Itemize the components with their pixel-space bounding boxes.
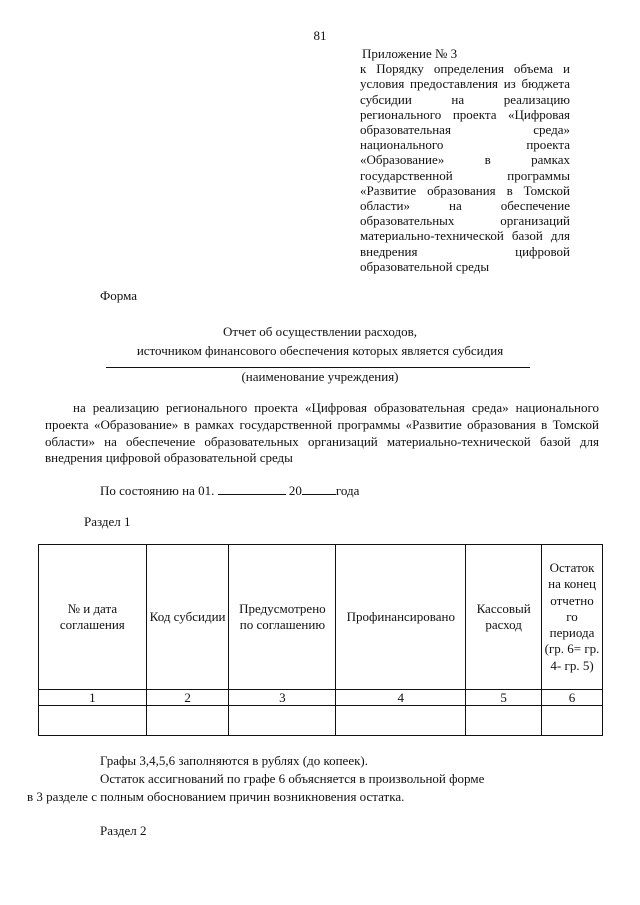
as-of-date xyxy=(100,482,359,499)
column-number: 4 xyxy=(336,690,466,706)
section1-label: Раздел 1 xyxy=(84,514,131,529)
column-number: 2 xyxy=(146,690,229,706)
note-line1: Графы 3,4,5,6 заполняются в рублях (до копеек). xyxy=(100,753,368,768)
table-cell[interactable] xyxy=(336,706,466,736)
column-number: 3 xyxy=(229,690,336,706)
year-prefix: 20 xyxy=(288,483,302,498)
header-planned: Предусмотрено по соглашению xyxy=(229,545,336,690)
header-subsidy-code: Код субсидии xyxy=(146,545,229,690)
as-of-suffix: года xyxy=(335,483,360,498)
form-label: Форма xyxy=(100,288,137,303)
table-row xyxy=(39,706,603,736)
table-number-row xyxy=(39,690,603,706)
appendix-block xyxy=(360,46,570,274)
table-header-row xyxy=(39,545,603,690)
column-number: 6 xyxy=(542,690,603,706)
header-cash-expense: Кассовый расход xyxy=(466,545,542,690)
note-line2: Остаток ассигнований по графе 6 объясняется в произвольной форме xyxy=(100,771,485,786)
section2-label: Раздел 2 xyxy=(100,823,147,838)
report-title-line1: Отчет об осуществлении расходов, xyxy=(223,324,417,339)
table-cell[interactable] xyxy=(146,706,229,736)
appendix-title: Приложение № 3 xyxy=(362,46,458,61)
day-month-blank xyxy=(218,482,286,495)
table-cell[interactable] xyxy=(39,706,147,736)
header-agreement: № и дата соглашения xyxy=(39,545,147,690)
year-blank xyxy=(302,482,336,495)
as-of-prefix: По состоянию на 01. xyxy=(100,483,215,498)
column-number: 1 xyxy=(39,690,147,706)
table-cell[interactable] xyxy=(229,706,336,736)
column-number: 5 xyxy=(466,690,542,706)
table-cell[interactable] xyxy=(466,706,542,736)
page-number: 81 xyxy=(313,28,327,43)
report-title xyxy=(0,322,640,360)
appendix-text: к Порядку определения объема и условия предоставления из бюджета субсидии на реализацию регионального проекта «Цифровая образовательная среда» национального проекта «Образование» в рамках государственной программы «Развитие образования в Томской области» на обеспечение образовательных организаций материально-технической базой для внедрения цифровой образовательной среды xyxy=(360,61,570,274)
institution-hint: (наименование учреждения) xyxy=(241,369,399,384)
purpose-paragraph: на реализацию регионального проекта «Цифровая образовательная среда» национального проекта «Образование» в рамках государственной программы «Развитие образования в Томской области» на обеспечение образовательных организаций материально-технической базой для внедрения цифровой образовательной среды xyxy=(45,400,599,466)
header-financed: Профинансировано xyxy=(336,545,466,690)
report-title-line2: источником финансового обеспечения которых является субсидия xyxy=(136,343,504,358)
note-line3: в 3 разделе с полным обоснованием причин возникновения остатка. xyxy=(27,789,405,804)
institution-name-line xyxy=(106,367,530,368)
header-balance: Остаток на конец отчетно го периода (гр. 6= гр. 4- гр. 5) xyxy=(542,545,603,690)
table-cell[interactable] xyxy=(542,706,603,736)
report-table xyxy=(38,544,603,736)
